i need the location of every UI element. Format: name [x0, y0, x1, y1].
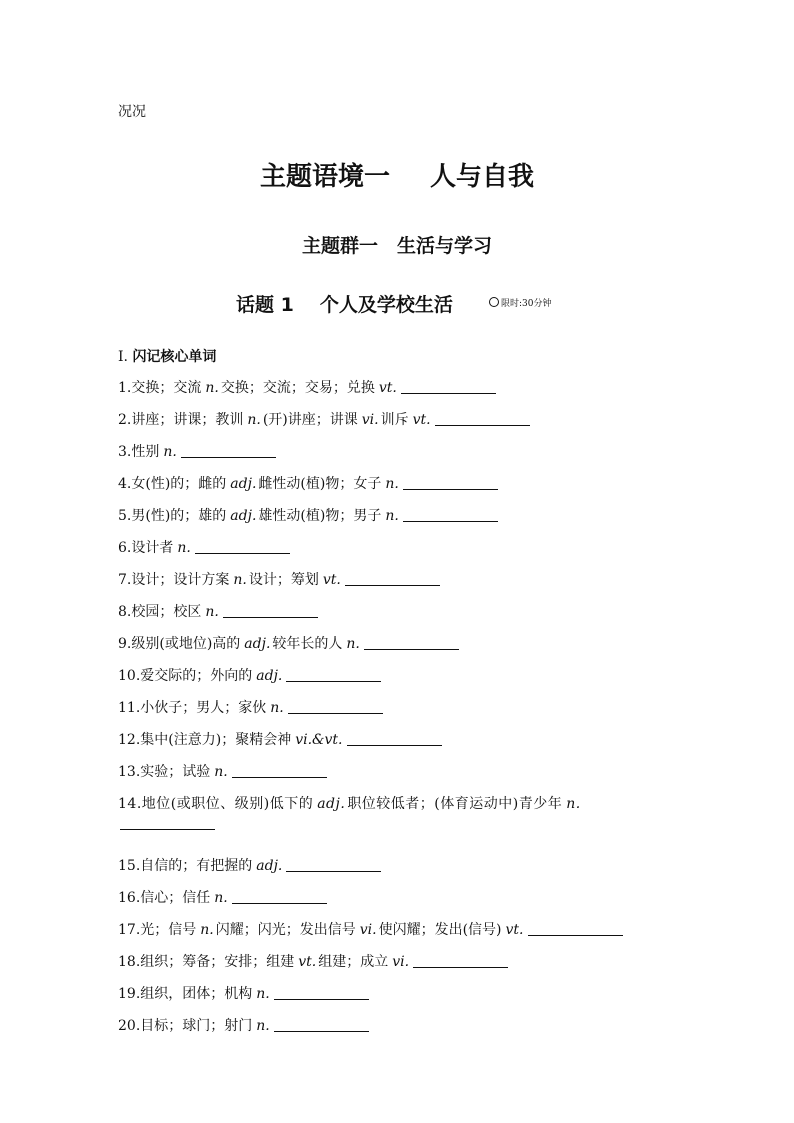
part-of-speech: n. — [385, 476, 399, 492]
answer-blank[interactable] — [403, 475, 498, 490]
part-of-speech: vi.&vt. — [295, 732, 343, 748]
list-item — [118, 442, 678, 474]
item-definition-extra: 较年长的人 — [272, 636, 343, 652]
topic-title — [236, 290, 453, 317]
part-of-speech: n. — [385, 508, 399, 524]
part-of-speech: adj. — [317, 796, 346, 812]
part-of-speech: vi. — [361, 412, 379, 428]
list-item — [118, 410, 678, 442]
topic-number: 话题 1 — [236, 294, 294, 316]
vocabulary-list — [118, 378, 678, 1048]
item-number: 15. — [118, 858, 141, 874]
item-number: 16. — [118, 890, 141, 906]
clock-icon — [489, 297, 499, 307]
title-theme: 主题语境一 — [259, 162, 390, 192]
item-definition: 交换；交流 — [131, 380, 202, 396]
item-definition: 设计者 — [131, 540, 174, 556]
item-number: 18. — [118, 954, 141, 970]
list-item — [118, 1016, 678, 1048]
item-definition: 讲座；讲课；教训 — [131, 412, 244, 428]
answer-blank[interactable] — [345, 571, 440, 586]
answer-blank[interactable] — [401, 379, 496, 394]
part-of-speech: n. — [163, 444, 177, 460]
item-definition: 光；信号 — [140, 922, 197, 938]
answer-blank[interactable] — [120, 815, 215, 830]
item-definition-extra: 职位较低者；(体育运动中)青少年 — [347, 796, 563, 812]
item-number: 2. — [118, 412, 132, 428]
item-definition: 信心；信任 — [140, 890, 211, 906]
list-item — [118, 856, 678, 888]
item-number: 13. — [118, 764, 141, 780]
item-definition: 组织；筹备；安排；组建 — [140, 954, 295, 970]
part-of-speech: adj. — [230, 476, 257, 492]
part-of-speech: n. — [205, 604, 219, 620]
answer-blank[interactable] — [347, 731, 442, 746]
item-definition: 自信的；有把握的 — [140, 858, 253, 874]
item-definition: 男(性)的；雄的 — [131, 508, 227, 524]
answer-blank[interactable] — [232, 889, 327, 904]
time-limit-text: 限时:30分钟 — [501, 299, 552, 309]
item-definition: 实验；试验 — [140, 764, 211, 780]
list-item — [118, 506, 678, 538]
item-number: 12. — [118, 732, 141, 748]
answer-blank[interactable] — [403, 507, 498, 522]
part-of-speech: vi. — [392, 954, 410, 970]
section-numeral: Ⅰ. — [118, 349, 128, 365]
list-item — [118, 984, 678, 1016]
item-definition: 级别(或地位)高的 — [131, 636, 241, 652]
answer-blank[interactable] — [435, 411, 530, 426]
item-definition: 设计；设计方案 — [131, 572, 230, 588]
part-of-speech: vi. — [359, 922, 377, 938]
item-definition: 目标；球门；射门 — [140, 1018, 253, 1034]
item-definition: 女(性)的；雌的 — [131, 476, 227, 492]
answer-blank[interactable] — [528, 921, 623, 936]
part-of-speech: adj. — [230, 508, 257, 524]
item-definition-extra: 闪耀；闪光；发出信号 — [215, 922, 356, 938]
item-definition-extra: 雌性动(植)物；女子 — [258, 476, 382, 492]
item-number: 1. — [118, 380, 132, 396]
part-of-speech: n. — [256, 986, 270, 1002]
list-item — [118, 602, 678, 634]
list-item — [118, 666, 678, 698]
answer-blank[interactable] — [232, 763, 327, 778]
answer-blank[interactable] — [181, 443, 276, 458]
item-definition: 性别 — [131, 444, 160, 460]
part-of-speech: n. — [256, 1018, 270, 1034]
item-number: 10. — [118, 668, 141, 684]
part-of-speech: vt. — [505, 922, 524, 938]
section-heading — [118, 346, 216, 366]
part-of-speech: adj. — [244, 636, 271, 652]
item-number: 6. — [118, 540, 132, 556]
part-of-speech: n. — [233, 572, 247, 588]
item-definition: 集中(注意力)；聚精会神 — [140, 732, 292, 748]
item-number: 9. — [118, 636, 132, 652]
item-number: 3. — [118, 444, 132, 460]
item-number: 17. — [118, 922, 141, 938]
list-item — [118, 762, 678, 794]
item-definition-extra: 组建；成立 — [318, 954, 389, 970]
part-of-speech: vt. — [322, 572, 341, 588]
part-of-speech: adj. — [256, 668, 283, 684]
item-number: 14. — [118, 796, 142, 812]
list-item — [118, 794, 678, 856]
part-of-speech: n. — [177, 540, 191, 556]
part-of-speech: n. — [566, 796, 581, 812]
list-item — [118, 888, 678, 920]
answer-blank[interactable] — [364, 635, 459, 650]
list-item — [118, 952, 678, 984]
part-of-speech: n. — [205, 380, 219, 396]
item-number: 4. — [118, 476, 132, 492]
item-definition: 组织，团体；机构 — [140, 986, 253, 1002]
answer-blank[interactable] — [286, 857, 381, 872]
item-definition-extra: 雄性动(植)物；男子 — [258, 508, 382, 524]
item-number: 11. — [118, 700, 141, 716]
item-definition-extra: (开)讲座；讲课 — [262, 412, 358, 428]
list-item — [118, 570, 678, 602]
answer-blank[interactable] — [286, 667, 381, 682]
item-definition: 校园；校区 — [131, 604, 202, 620]
part-of-speech: vt. — [298, 954, 317, 970]
part-of-speech: n. — [214, 890, 228, 906]
list-item — [118, 920, 678, 952]
answer-blank[interactable] — [274, 1017, 369, 1032]
answer-blank[interactable] — [413, 953, 508, 968]
list-item — [118, 730, 678, 762]
answer-blank[interactable] — [288, 699, 383, 714]
list-item — [118, 538, 678, 570]
item-number: 5. — [118, 508, 132, 524]
topic-subject: 个人及学校生活 — [319, 294, 453, 316]
part-of-speech: n. — [214, 764, 228, 780]
part-of-speech: n. — [270, 700, 284, 716]
answer-blank[interactable] — [223, 603, 318, 618]
list-item — [118, 474, 678, 506]
header-note: 况况 — [118, 104, 146, 120]
part-of-speech: vt. — [378, 380, 397, 396]
item-definition-extra: 设计；筹划 — [248, 572, 319, 588]
answer-blank[interactable] — [274, 985, 369, 1000]
title-theme-sub: 人与自我 — [430, 162, 535, 192]
list-item — [118, 378, 678, 410]
part-of-speech: n. — [346, 636, 360, 652]
item-number: 8. — [118, 604, 132, 620]
item-definition-extra: 使闪耀；发出(信号) — [378, 922, 502, 938]
section-title: 闪记核心单词 — [132, 349, 217, 365]
part-of-speech: n. — [200, 922, 214, 938]
page-title — [0, 156, 794, 193]
item-definition: 爱交际的；外向的 — [140, 668, 253, 684]
list-item — [118, 698, 678, 730]
item-number: 19. — [118, 986, 141, 1002]
item-definition-extra: 训斥 — [380, 412, 409, 428]
time-limit — [489, 296, 552, 309]
item-definition: 地位(或职位、级别)低下的 — [141, 796, 314, 812]
theme-group-title: 主题群一 生活与学习 — [301, 235, 492, 257]
item-number: 7. — [118, 572, 132, 588]
item-number: 20. — [118, 1018, 141, 1034]
part-of-speech: vt. — [412, 412, 431, 428]
part-of-speech: adj. — [256, 858, 283, 874]
list-item — [118, 634, 678, 666]
answer-blank[interactable] — [195, 539, 290, 554]
item-definition: 小伙子；男人；家伙 — [140, 700, 267, 716]
part-of-speech: n. — [247, 412, 261, 428]
item-definition-extra: 交换；交流；交易；兑换 — [220, 380, 375, 396]
